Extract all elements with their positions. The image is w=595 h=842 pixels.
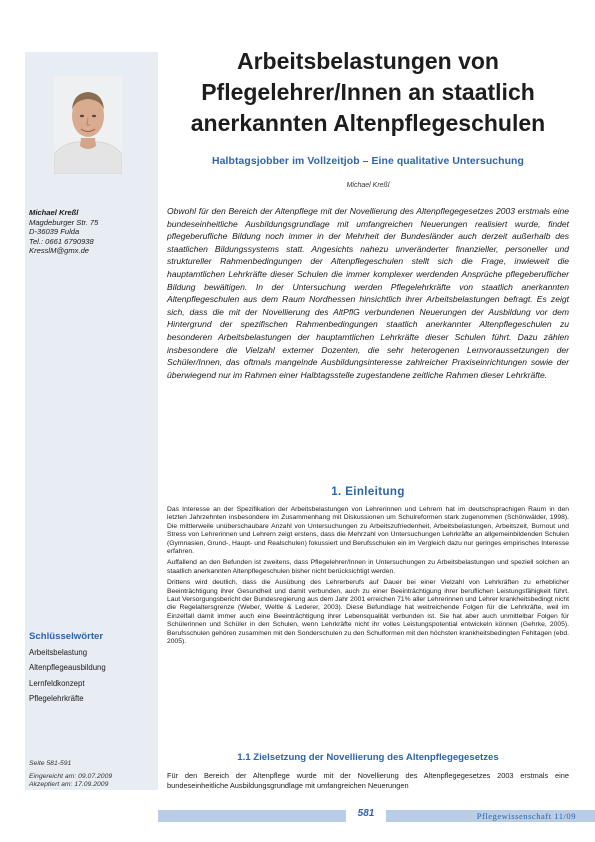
section-heading: 1. Einleitung: [331, 486, 405, 498]
abstract: Obwohl für den Bereich der Altenpflege mit der Novellierung des Altenpflegegesetzes 2003 erstmals eine bundeseinheitliche Ausbildungsgrundlage mit umfangreichen Neuerungen realisiert wurde, findet pflegeberufliche Bildung noch immer in der Mehrheit der Bundesländer auch derzeit außerhalb des staatlichen Bildungssystems statt. Angesichts nahezu unveränderter finanzieller, personeller und struktureller Rahmenbedingungen der Altenpflegeschulen stellt sich die Frage, inwieweit die hauptamtlichen Lehrkräfte dieser Schulen die immer komplexer werdenden Ansprüche pflegeberuflicher Bildung bewältigen. In der Untersuchung werden Pflegelehrkräfte von staatlich anerkannten Altenpflegeschulen aus dem Raum Nordhessen hinsichtlich ihrer Arbeitsbelastungen befragt. Es zeigt sich, dass die mit der Novellierung des AltPflG verbundenen Neuerungen der Ausbildung vor dem Hintergrund der spezifischen Rahmenbedingungen staatlich anerkannter Altenpflegeschulen zu besonderen Arbeitsbelastungen der hauptamtlichen Lehrkräfte dieser Schulen führt. Dazu zählen insbesondere die Vielzahl externer Dozenten, die sehr heterogenen Lernvoraussetzungen der Schüler/Innen, das oftmals mangelnde Ausbildungsinteresse zahlreicher Praxiseinrichtungen sowie der überwiegend nur im Rahmen einer Halbtagsstelle zugestandene zeitliche Rahmen dieser Lehrkräfte.: [167, 206, 569, 380]
article-subtitle: Halbtagsjobber im Vollzeitjob – Eine qualitative Untersuchung: [212, 156, 524, 167]
article-meta: [29, 760, 155, 790]
body-paragraph: Das Interesse an der Spezifikation der Arbeitsbelastungen von Lehrerinnen und Lehrern hat im deutschsprachigen Raum in den letzten Jahrzehnten insbesondere im Zusammenhang mit Diskussionen um Schulreformen stark zugenommen (Schönwälder, 1998). Die mittlerweile unüberschaubare Anzahl von Untersuchungen zu Arbeitszufriedenheit, Arbeitsbelastungen, Arbeitszeit, Burnout und Stress von Lehrerinnen und Lehrern zeigt erstens, dass die Mehrzahl von Untersuchungen Lehrkräfte an allgemeinbildenden Schulen (Gymnasien, Grund-, Haupt- und Realschulen) fokussiert und Berufsschulen ein im Vergleich dazu nur geringes empirisches Interesse erfahren.: [167, 506, 569, 556]
keyword-item: Lernfeldkonzept: [29, 678, 85, 688]
received-date: Eingereicht am: 09.07.2009: [29, 772, 113, 780]
author-street: Magdeburger Str. 75: [29, 217, 99, 227]
section-body: [167, 506, 569, 650]
author-photo: [54, 76, 122, 174]
author-portrait-icon: [54, 76, 122, 174]
keywords-box: [29, 631, 155, 707]
page-range: Seite 581-591: [29, 760, 72, 767]
author-phone: Tel.: 0661 6790938: [29, 236, 94, 246]
keyword-item: Pflegelehrkräfte: [29, 694, 84, 704]
body-paragraph: Auffallend an den Befunden ist zweitens, dass Pflegelehrer/Innen in Untersuchungen zu Arbeitsbelastungen und speziell solchen an staatlich anerkannten Altenpflegeschulen bisher nicht berücksichtigt werden.: [167, 559, 569, 575]
keyword-item: Altenpflegeausbildung: [29, 663, 106, 673]
author-name: Michael Kreßl: [29, 208, 79, 217]
accepted-date: Akzeptiert am: 17.09.2009: [29, 781, 109, 789]
author-contact: [29, 208, 155, 256]
article-byline: Michael Kreßl: [346, 182, 390, 189]
body-paragraph: Drittens wird deutlich, dass die Ausübung des Lehrerberufs auf Dauer bei einer Vielzahl von Lehrkräften zu erheblicher Beeinträchtigung ihrer Gesundheit und damit verbunden, auch zu einer Beeinträchtigung ihrer beruflichen Leistungsfähigkeit führt. Laut Versorgungsbericht der Bundesregierung aus dem Jahr 2001 erreichen 71% aller Lehrerinnen und Lehrer krankheitsbedingt nicht die Regelaltersgrenze (Weber, Weltle & Lederer, 2003). Diese Befundlage hat weitreichende Folgen für die Lehrkräfte, weil im Einzelfall damit immer auch eine Beeinträchtigung ihrer Lebensqualität verbunden ist. Sie hat aber auch unmittelbar Folgen für Schülerinnen und Schüler in den Schulen, wenn Lehrkräfte nicht ihr volles Leistungspotential entwickeln können (Gehrke, 2005). Berufsschulen gehören zusammen mit den Sonderschulen zu den Schulformen mit den höchsten krankheitsbedingten Fehltagen (ebd. 2005).: [167, 579, 569, 646]
title-line: Arbeitsbelastungen von: [237, 48, 499, 74]
author-city: D-36039 Fulda: [29, 227, 80, 237]
title-line: Pflegelehrer/Innen an staatlich: [201, 79, 535, 105]
journal-name: Pflegewissenschaft 11/09: [476, 811, 576, 821]
keywords-title: Schlüsselwörter: [29, 631, 104, 642]
subsection-body: Für den Bereich der Altenpflege wurde mit der Novellierung des Altenpflegegesetzes 2003 erstmals eine bundeseinheitliche Ausbildungsgrundlage mit umfangreichen Neuerungen: [167, 771, 569, 790]
subsection-heading: 1.1 Zielsetzung der Novellierung des Altenpflegegesetzes: [237, 752, 499, 763]
author-email[interactable]: KresslM@gmx.de: [29, 246, 90, 256]
keyword-item: Arbeitsbelastung: [29, 648, 88, 657]
article-title: [164, 46, 572, 139]
page-number: 581: [346, 806, 386, 822]
title-line: anerkannten Altenpflegeschulen: [190, 110, 546, 136]
